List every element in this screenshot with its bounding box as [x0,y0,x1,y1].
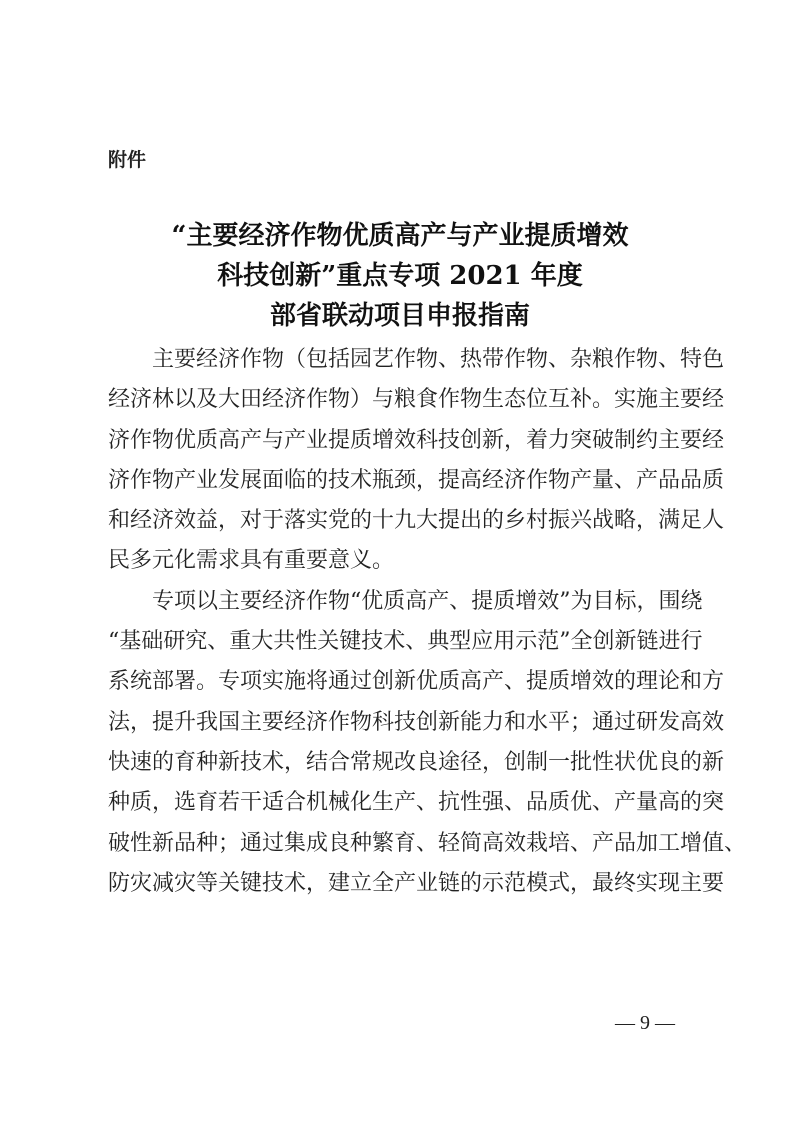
title-line-2: 科技创新”重点专项 2021 年度 [217,261,583,291]
paragraph-line: 专项以主要经济作物“优质高产、提质增效”为目标，围绕 [152,588,703,614]
paragraph-line: 民多元化需求具有重要意义。 [108,548,395,574]
paragraph-line: 经济林以及大田经济作物）与粮食作物生态位互补。实施主要经 [108,387,725,413]
paragraph-line: 济作物优质高产与产业提质增效科技创新，着力突破制约主要经 [108,427,725,453]
paragraph-line: 系统部署。专项实施将通过创新优质高产、提质增效的理论和方 [108,669,725,695]
title-line-3: 部省联动项目申报指南 [269,301,530,331]
paragraph-1 [108,340,725,582]
paragraph-line: 破性新品种；通过集成良种繁育、轻简高效栽培、产品加工增值、 [108,830,747,856]
title-line-1: “主要经济作物优质高产与产业提质增效 [171,221,629,251]
paragraph-line: 防灾减灾等关键技术，建立全产业链的示范模式，最终实现主要 [108,870,725,896]
paragraph-line: “基础研究、重大共性关键技术、典型应用示范”全创新链进行 [108,629,703,655]
paragraph-line: 种质，选育若干适合机械化生产、抗性强、品质优、产量高的突 [108,790,725,816]
paragraph-line: 和经济效益，对于落实党的十九大提出的乡村振兴战略，满足人 [108,508,725,534]
paragraph-2 [108,582,747,904]
paragraph-line: 快速的育种新技术，结合常规改良途径，创制一批性状优良的新 [108,749,725,775]
paragraph-line: 法，提升我国主要经济作物科技创新能力和水平；通过研发高效 [108,709,725,735]
page-number: — 9 — [615,1012,675,1034]
document-body [108,340,747,904]
attachment-label: 附件 [108,149,147,171]
document-title [0,216,800,336]
paragraph-line: 主要经济作物（包括园艺作物、热带作物、杂粮作物、特色 [152,347,725,372]
paragraph-line: 济作物产业发展面临的技术瓶颈，提高经济作物产量、产品品质 [108,467,725,493]
